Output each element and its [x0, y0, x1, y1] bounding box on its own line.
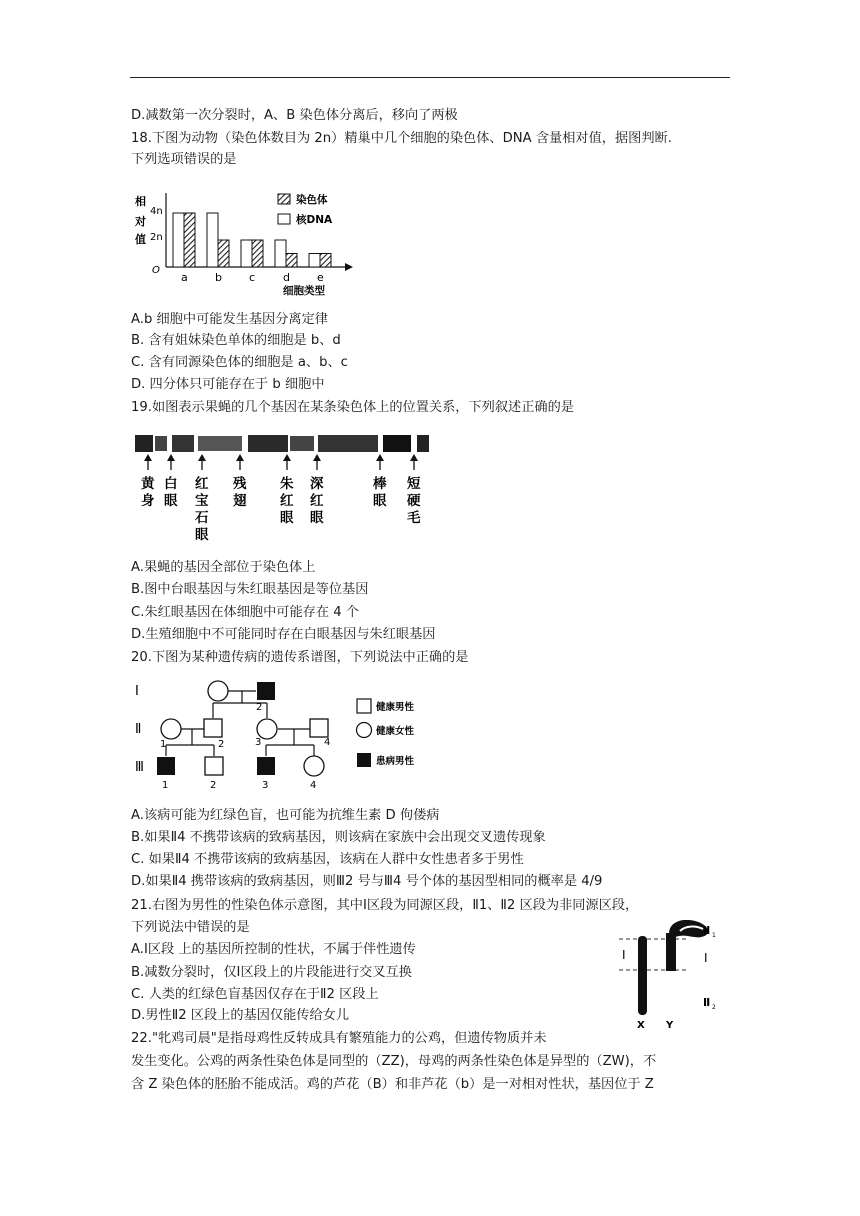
header-rule — [130, 77, 730, 78]
q21-sex-chromosome-figure — [615, 920, 735, 1032]
x-tick-d: d — [283, 271, 290, 284]
label-region-I-left: Ⅰ — [622, 948, 626, 962]
x-tick-c: c — [249, 271, 256, 284]
label-region-II2: Ⅱ — [703, 996, 711, 1009]
pedigree-III1 — [157, 757, 175, 775]
gene-label-7: 短硬毛 — [407, 476, 421, 526]
bar-chromosome-a — [184, 213, 195, 267]
y-axis-label-3: 值 — [135, 233, 146, 246]
gene-label-2: 红宝石眼 — [195, 476, 209, 543]
label-region-II1: Ⅱ — [703, 924, 711, 937]
q18-option-b: B. 含有姐妹染色单体的细胞是 b、d — [131, 333, 341, 348]
gene-label-4: 朱红眼 — [280, 476, 294, 526]
bar-chromosome-d — [286, 254, 297, 268]
gen-label-II: Ⅱ — [135, 722, 142, 737]
q22-line2: 发生变化。公鸡的两条性染色体是同型的（ZZ)，母鸡的两条性染色体是异型的（ZW)，不 — [131, 1054, 657, 1069]
bar-chromosome-c — [252, 240, 263, 267]
label-y: Y — [666, 1020, 674, 1031]
q19-option-d: D.生殖细胞中不可能同时存在白眼基因与朱红眼基因 — [131, 627, 436, 642]
q20-option-a: A.该病可能为红绿色盲，也可能为抗维生素 D 佝偻病 — [131, 808, 440, 823]
x-axis-label: 细胞类型 — [283, 285, 325, 297]
q21-stem-line1: 21.右图为男性的性染色体示意图，其中Ⅰ区段为同源区段，Ⅱ1、Ⅱ2 区段为非同源区段， — [131, 898, 639, 913]
legend-label-chromosome: 染色体 — [296, 194, 328, 206]
svg-text:2: 2 — [256, 702, 263, 713]
svg-text:1: 1 — [162, 780, 169, 791]
y-tick-2n: 2n — [150, 232, 163, 243]
q21-option-a: A.Ⅰ区段 上的基因所控制的性状，不属于伴性遗传 — [131, 942, 416, 957]
q20-option-b: B.如果Ⅱ4 不携带该病的致病基因，则该病在家族中会出现交叉遗传现象 — [131, 830, 546, 845]
pedigree-II2 — [204, 719, 222, 737]
gene-label-3: 残翅 — [233, 476, 247, 509]
legend-affected-male-icon — [357, 753, 371, 767]
x-tick-a: a — [181, 271, 188, 284]
pedigree-III3 — [257, 757, 275, 775]
svg-text:3: 3 — [262, 780, 269, 791]
svg-text:1: 1 — [160, 739, 167, 750]
pedigree-I2 — [257, 682, 275, 700]
y-tick-4n: 4n — [150, 206, 163, 217]
q19-stem: 19.如图表示果蝇的几个基因在某条染色体上的位置关系，下列叙述正确的是 — [131, 400, 574, 415]
q18-stem-line2: 下列选项错误的是 — [131, 152, 237, 167]
gen-label-III: Ⅲ — [135, 760, 144, 775]
q19-chromosome-figure — [130, 430, 440, 550]
svg-text:2: 2 — [218, 739, 225, 750]
q20-option-c: C. 如果Ⅱ4 不携带该病的致病基因，该病在人群中女性患者多于男性 — [131, 852, 524, 867]
legend-healthy-female-icon — [357, 723, 372, 738]
bar-dna-b — [207, 213, 218, 267]
q18-option-d: D. 四分体只可能存在于 b 细胞中 — [131, 377, 325, 392]
q20-pedigree-chart — [130, 675, 440, 800]
q19-option-c: C.朱红眼基因在体细胞中可能存在 4 个 — [131, 605, 359, 620]
q22-line1: 22."牝鸡司晨"是指母鸡性反转成具有繁殖能力的公鸡，但遗传物质并未 — [131, 1031, 547, 1046]
bar-dna-e — [309, 254, 320, 268]
gene-label-6: 棒眼 — [373, 476, 387, 509]
pedigree-II3 — [257, 719, 277, 739]
x-tick-b: b — [215, 271, 222, 284]
pedigree-II1 — [161, 719, 181, 739]
legend-healthy-male-icon — [357, 699, 371, 713]
gene-label-1: 白眼 — [164, 476, 178, 509]
pedigree-I1 — [208, 681, 228, 701]
q20-option-d: D.如果Ⅱ4 携带该病的致病基因，则Ⅲ2 号与Ⅲ4 号个体的基因型相同的概率是 4/9 — [131, 874, 603, 889]
q18-option-a: A.b 细胞中可能发生基因分离定律 — [131, 312, 328, 327]
svg-text:2: 2 — [210, 780, 217, 791]
pedigree-II4 — [310, 719, 328, 737]
legend-swatch-chromosome — [278, 194, 290, 204]
q18-option-c: C. 含有同源染色体的细胞是 a、b、c — [131, 355, 348, 370]
q21-option-b: B.减数分裂时，仅Ⅰ区段上的片段能进行交叉互换 — [131, 965, 412, 980]
q19-option-b: B.图中台眼基因与朱红眼基因是等位基因 — [131, 582, 369, 597]
q18-bar-chart — [133, 187, 363, 299]
bar-dna-d — [275, 240, 286, 267]
x-chromosome — [638, 936, 647, 1015]
legend-healthy-female: 健康女性 — [376, 726, 415, 737]
pedigree-III2 — [205, 757, 223, 775]
q21-option-c: C. 人类的红绿色盲基因仅存在于Ⅱ2 区段上 — [131, 987, 379, 1002]
label-region-I-right: Ⅰ — [704, 951, 708, 965]
chromosome-bar — [135, 435, 429, 452]
q21-stem-line2: 下列说法中错误的是 — [131, 920, 250, 935]
gen-label-I: Ⅰ — [135, 684, 139, 699]
svg-text:2: 2 — [712, 1004, 716, 1011]
bar-chromosome-e — [320, 254, 331, 268]
gene-label-0: 黄身 — [141, 476, 155, 509]
label-x: X — [637, 1020, 645, 1031]
q20-stem: 20.下图为某种遗传病的遗传系谱图，下列说法中正确的是 — [131, 650, 469, 665]
y-axis-label-1: 相 — [135, 195, 146, 208]
bar-dna-a — [173, 213, 184, 267]
legend-swatch-dna — [278, 214, 290, 224]
svg-text:4: 4 — [310, 780, 317, 791]
q22-line3: 含 Z 染色体的胚胎不能成活。鸡的芦花（B）和非芦花（b）是一对相对性状，基因位于 Z — [131, 1077, 654, 1092]
bar-chromosome-b — [218, 240, 229, 267]
y-axis-label-2: 对 — [135, 215, 146, 228]
bar-dna-c — [241, 240, 252, 267]
q17-option-d: D.减数第一次分裂时，A、B 染色体分离后，移向了两极 — [131, 108, 458, 123]
svg-text:4: 4 — [324, 737, 331, 748]
q18-stem-line1: 18.下图为动物（染色体数目为 2n）精巢中几个细胞的染色体、DNA 含量相对值，据图判断. — [131, 131, 672, 146]
x-tick-e: e — [317, 271, 324, 284]
q19-option-a: A.果蝇的基因全部位于染色体上 — [131, 560, 316, 575]
origin-label: O — [152, 265, 160, 276]
pedigree-III4 — [304, 756, 324, 776]
legend-label-dna: 核DNA — [296, 214, 333, 226]
svg-text:1: 1 — [712, 932, 716, 939]
legend-affected-male: 患病男性 — [376, 756, 415, 767]
gene-label-5: 深红眼 — [310, 476, 324, 526]
legend-healthy-male: 健康男性 — [376, 702, 415, 713]
q21-option-d: D.男性Ⅱ2 区段上的基因仅能传给女儿 — [131, 1008, 350, 1023]
svg-text:3: 3 — [255, 737, 262, 748]
